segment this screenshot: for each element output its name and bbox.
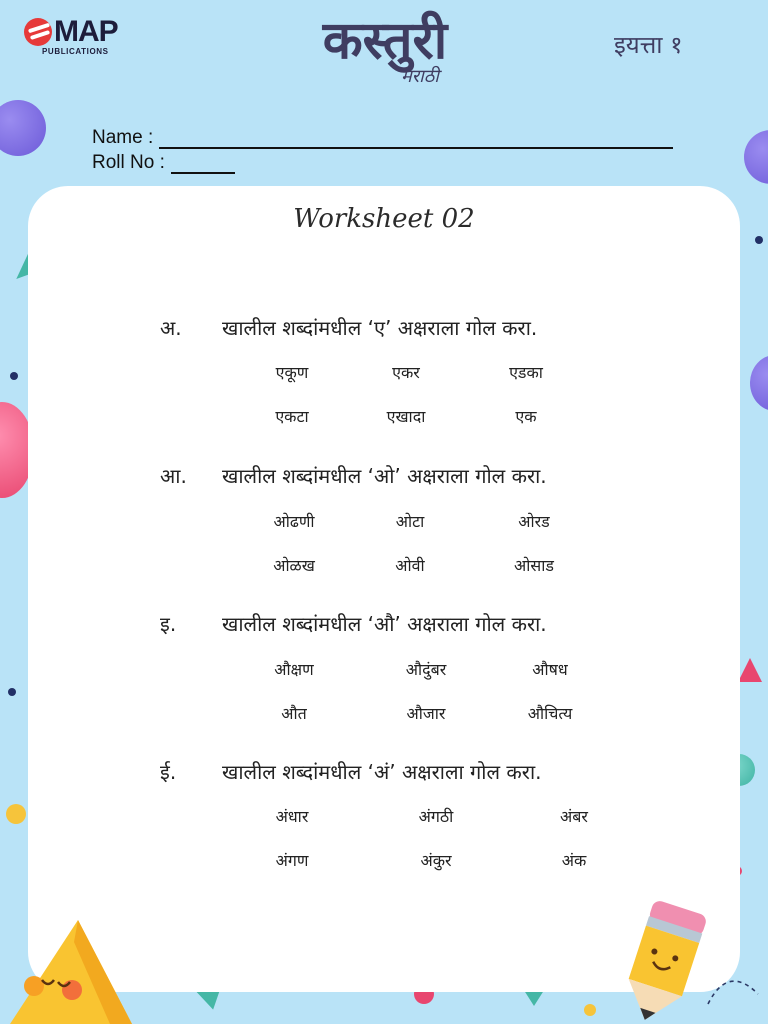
word-item[interactable]: एकूण <box>275 363 309 382</box>
yellow-ball-decoration <box>6 804 26 824</box>
word-item[interactable]: अंबर <box>560 807 588 826</box>
roll-label: Roll No : <box>92 152 165 173</box>
purple-ball-decoration <box>750 355 768 411</box>
word-item[interactable]: औचित्य <box>527 704 573 723</box>
word-item[interactable]: ओसाड <box>514 556 554 575</box>
word-item[interactable]: अंकुर <box>420 851 452 870</box>
question-label: आ. <box>160 464 187 488</box>
word-item[interactable]: अंगठी <box>418 807 454 826</box>
purple-ball-decoration <box>0 100 46 156</box>
word-item[interactable]: एकर <box>392 363 420 382</box>
word-item[interactable]: अंधार <box>275 807 309 826</box>
grade-label: इयत्ता १ <box>614 31 683 59</box>
pencil-mascot-illustration <box>612 894 768 1024</box>
word-item[interactable]: ओटा <box>395 512 425 531</box>
word-item[interactable]: ओरड <box>518 512 550 531</box>
word-item[interactable]: एक <box>515 407 537 426</box>
yellow-ball-decoration <box>584 1004 596 1016</box>
logo-globe-icon <box>24 18 52 46</box>
name-label: Name : <box>92 127 154 148</box>
question-label: अ. <box>160 316 182 340</box>
word-item[interactable]: एकटा <box>275 407 309 426</box>
brand-title: कस्तुरी <box>322 11 448 71</box>
word-item[interactable]: ओवी <box>395 556 425 575</box>
word-item[interactable]: अंगण <box>275 851 309 870</box>
logo-subtext: PUBLICATIONS <box>42 47 109 56</box>
question-text: खालील शब्दांमधील ‘ए’ अक्षराला गोल करा. <box>222 316 538 340</box>
name-blank[interactable] <box>159 131 673 149</box>
question-label: ई. <box>160 760 177 784</box>
word-item[interactable]: औत <box>281 704 307 723</box>
worksheet-card <box>28 186 740 992</box>
dot-decoration <box>755 236 763 244</box>
brand-subtitle: मराठी <box>401 66 439 87</box>
word-item[interactable]: औक्षण <box>274 660 314 679</box>
word-item[interactable]: औजार <box>406 704 446 723</box>
roll-blank[interactable] <box>171 156 235 174</box>
brand-header <box>270 6 500 88</box>
word-item[interactable]: एखादा <box>386 407 426 426</box>
pink-triangle-decoration <box>738 658 762 682</box>
word-item[interactable]: एडका <box>509 363 543 382</box>
name-field <box>92 127 673 149</box>
question-text: खालील शब्दांमधील ‘अं’ अक्षराला गोल करा. <box>222 760 542 784</box>
word-item[interactable]: औषध <box>532 660 568 679</box>
logo-text: MAP <box>54 15 118 48</box>
worksheet-title: Worksheet 02 <box>293 204 475 234</box>
cheese-mascot-illustration <box>0 902 140 1024</box>
question-text: खालील शब्दांमधील ‘ओ’ अक्षराला गोल करा. <box>222 464 547 488</box>
purple-ball-decoration <box>744 130 768 184</box>
roll-field <box>92 152 235 174</box>
word-item[interactable]: औदुंबर <box>405 660 447 679</box>
dot-decoration <box>8 688 16 696</box>
word-item[interactable]: अंक <box>561 851 587 870</box>
word-item[interactable]: ओढणी <box>273 512 315 531</box>
question-text: खालील शब्दांमधील ‘औ’ अक्षराला गोल करा. <box>222 612 547 636</box>
question-label: इ. <box>160 612 177 636</box>
dot-decoration <box>10 372 18 380</box>
word-item[interactable]: ओळख <box>273 556 315 575</box>
map-publications-logo <box>24 15 118 56</box>
